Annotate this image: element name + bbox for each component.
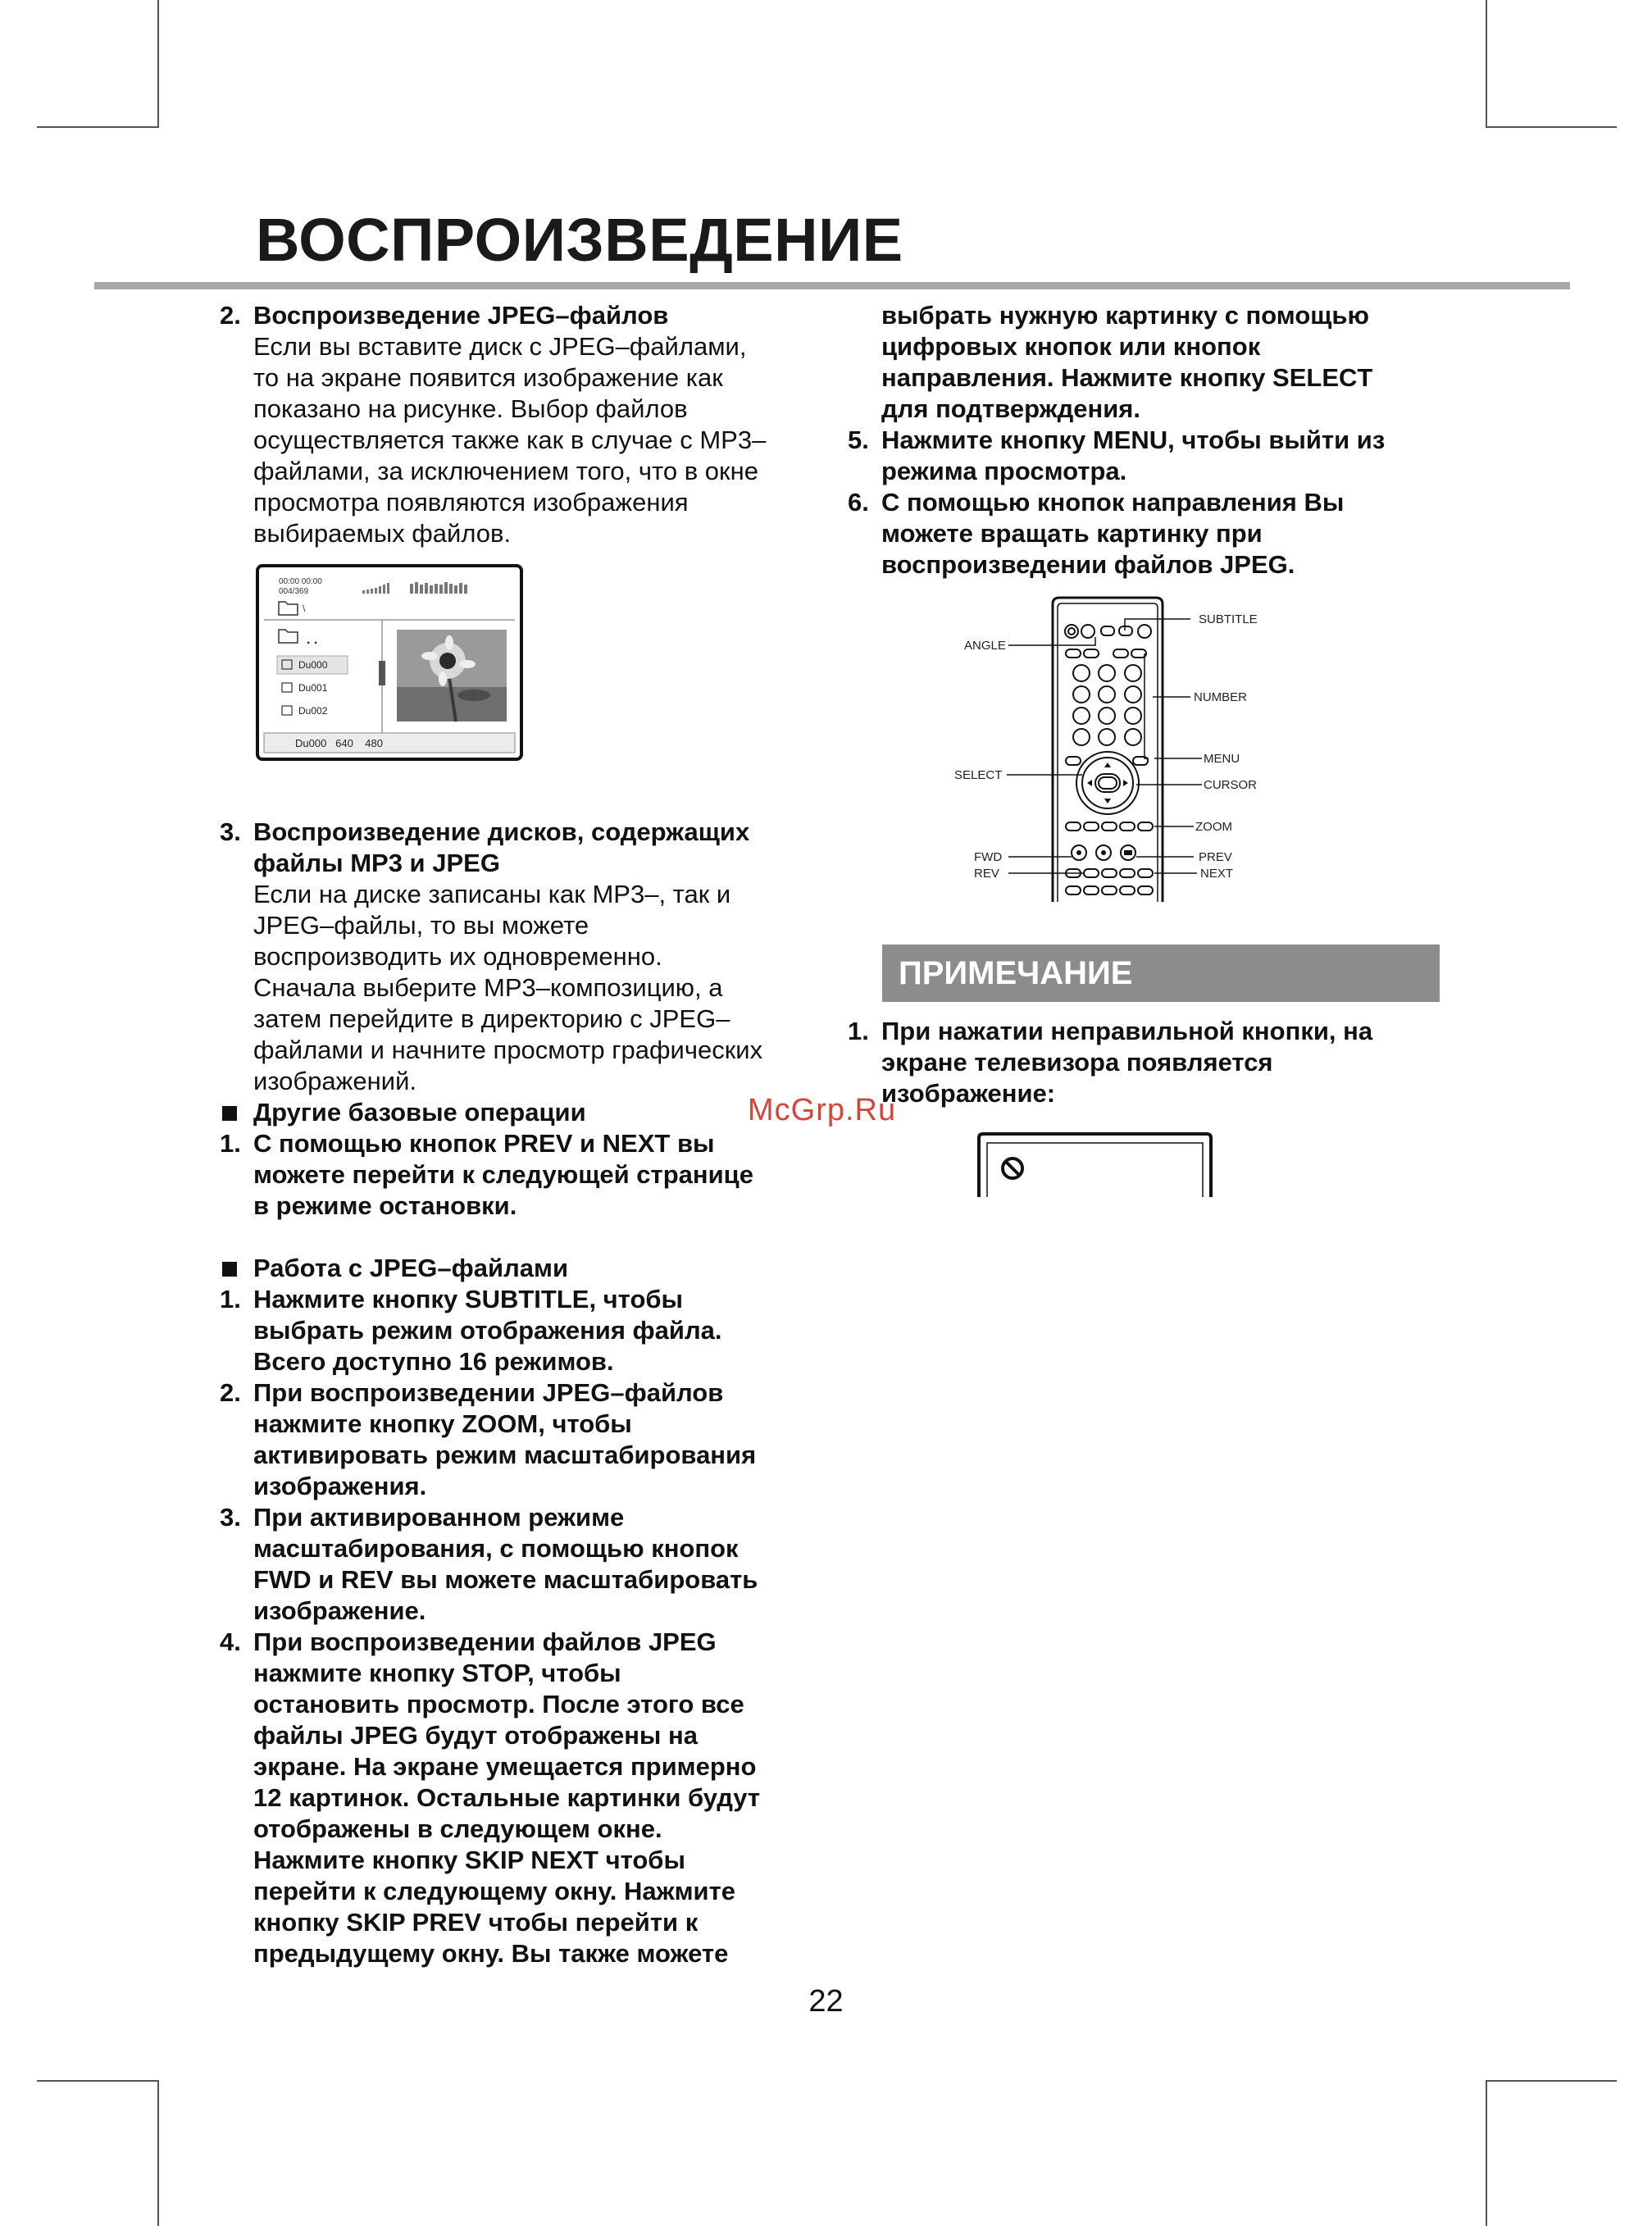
item-line: отображены в следующем окне. <box>253 1814 662 1843</box>
right-item-5 <box>848 425 1454 487</box>
item-line: Нажмите кнопку MENU, чтобы выйти из <box>881 426 1386 454</box>
label-number: NUMBER <box>1194 690 1248 704</box>
item-line: При воспроизведении JPEG–файлов <box>253 1378 724 1407</box>
continuation-line: цифровых кнопок или кнопок <box>881 332 1261 361</box>
crop-mark-bottom-right-v <box>1486 2080 1487 2226</box>
body-line: просмотра появляются изображения <box>253 488 689 517</box>
basic-ops-item-1 <box>220 1128 810 1222</box>
item-line: предыдущему окну. Вы также можете <box>253 1939 729 1968</box>
continuation-line: выбрать нужную картинку с помощью <box>881 301 1369 330</box>
note-header <box>882 945 1440 1002</box>
left-column <box>220 300 810 1969</box>
item-line: нажмите кнопку ZOOM, чтобы <box>253 1409 632 1438</box>
crop-mark-bottom-right-h <box>1486 2080 1617 2082</box>
item-line: можете перейти к следующей странице <box>253 1160 753 1189</box>
crop-mark-top-right-v <box>1486 0 1487 128</box>
item-line: активировать режим масштабирования <box>253 1441 757 1469</box>
item-number: 4. <box>220 1627 241 1656</box>
body-line: JPEG–файлы, то вы можете <box>253 911 589 940</box>
screen-file-2: Du002 <box>298 705 328 717</box>
label-next: NEXT <box>1200 867 1234 881</box>
screen-path: \ <box>303 603 306 614</box>
item-line: При воспроизведении файлов JPEG <box>253 1627 717 1656</box>
crop-mark-bottom-left-h <box>37 2080 158 2082</box>
item-line: При нажатии неправильной кнопки, на <box>881 1017 1373 1045</box>
item-line: нажмите кнопку STOP, чтобы <box>253 1659 621 1687</box>
item-line: перейти к следующему окну. Нажмите <box>253 1877 736 1905</box>
label-select: SELECT <box>954 768 1003 782</box>
jpeg-browser-screen-figure <box>256 564 523 761</box>
screen-status: Du000 640 480 <box>295 737 383 749</box>
basic-ops-heading: Другие базовые операции <box>220 1097 810 1128</box>
body-line: затем перейдите в директорию с JPEG– <box>253 1004 730 1033</box>
jpeg-ops-item-3 <box>220 1502 810 1627</box>
section-heading: Воспроизведение JPEG–файлов <box>253 301 669 330</box>
watermark: McGrp.Ru <box>748 1093 897 1127</box>
screen-file-0: Du000 <box>298 659 328 671</box>
screen-track: 004/369 <box>279 587 309 596</box>
body-line: показано на рисунке. Выбор файлов <box>253 394 688 423</box>
item-line: изображение. <box>253 1596 426 1625</box>
item-line: При активированном режиме <box>253 1503 625 1532</box>
body-line: Если на диске записаны как MP3–, так и <box>253 880 731 908</box>
item-line: в режиме остановки. <box>253 1191 517 1220</box>
jpeg-ops-item-2 <box>220 1377 810 1502</box>
item-number: 5. <box>848 426 869 454</box>
item-number: 1. <box>220 1129 241 1158</box>
body-line: то на экране появится изображение как <box>253 363 723 392</box>
label-angle: ANGLE <box>964 639 1006 653</box>
item-line: масштабирования, с помощью кнопок <box>253 1534 739 1563</box>
section-heading-line: Воспроизведение дисков, содержащих <box>253 817 750 846</box>
continuation-line: направления. Нажмите кнопку SELECT <box>881 363 1373 392</box>
body-line: осуществляется также как в случае с MP3– <box>253 426 767 454</box>
jpeg-section <box>220 300 810 549</box>
remote-control-figure <box>943 594 1287 906</box>
page-number: 22 <box>808 1984 844 2019</box>
label-cursor: CURSOR <box>1204 778 1258 792</box>
item-line: С помощью кнопок направления Вы <box>881 488 1345 517</box>
item-line: режима просмотра. <box>881 457 1127 485</box>
label-zoom: ZOOM <box>1195 820 1232 834</box>
invalid-key-screen-figure <box>976 1131 1222 1197</box>
mixed-section <box>220 817 810 1097</box>
label-menu: MENU <box>1204 752 1240 766</box>
spacer <box>220 1222 810 1253</box>
right-column <box>848 300 1454 580</box>
item-line: экране. На экране умещается примерно <box>253 1752 757 1781</box>
note-body <box>848 1016 1454 1109</box>
screen-parent: . . <box>307 633 318 647</box>
item-line: можете вращать картинку при <box>881 519 1263 548</box>
item-number: 1. <box>848 1017 869 1045</box>
section-number: 3. <box>220 817 241 846</box>
body-line: изображений. <box>253 1067 417 1095</box>
item-line: остановить просмотр. После этого все <box>253 1690 744 1718</box>
item-line: изображение: <box>881 1079 1056 1108</box>
section-number: 2. <box>220 301 241 330</box>
page-title: ВОСПРОИЗВЕДЕНИЕ <box>256 206 903 274</box>
crop-mark-top-left-h <box>37 126 158 128</box>
item-line: кнопку SKIP PREV чтобы перейти к <box>253 1908 699 1937</box>
jpeg-ops-heading: Работа с JPEG–файлами <box>220 1253 810 1284</box>
item-line: выбрать режим отображения файла. <box>253 1316 722 1345</box>
body-line: Сначала выберите MP3–композицию, а <box>253 973 723 1002</box>
item-number: 1. <box>220 1285 241 1313</box>
note-title: ПРИМЕЧАНИЕ <box>899 955 1133 991</box>
item-line: экране телевизора появляется <box>881 1048 1273 1077</box>
right-item-6 <box>848 487 1454 580</box>
body-line: Если вы вставите диск с JPEG–файлами, <box>253 332 747 361</box>
item-line: 12 картинок. Остальные картинки будут <box>253 1783 761 1812</box>
note-item-1 <box>848 1016 1454 1109</box>
jpeg-ops-item-1 <box>220 1284 810 1377</box>
body-line: файлами и начните просмотр графических <box>253 1036 763 1064</box>
label-prev: PREV <box>1199 850 1232 864</box>
title-divider <box>94 282 1570 289</box>
item-line: изображения. <box>253 1472 427 1500</box>
item-line: FWD и REV вы можете масштабировать <box>253 1565 758 1594</box>
item-line: воспроизведении файлов JPEG. <box>881 550 1295 579</box>
body-line: воспроизводить их одновременно. <box>253 942 662 971</box>
label-fwd: FWD <box>974 850 1003 864</box>
item-line: Нажмите кнопку SUBTITLE, чтобы <box>253 1285 684 1313</box>
section-heading-line: файлы MP3 и JPEG <box>253 849 500 877</box>
prohibited-icon <box>1003 1159 1022 1178</box>
item-number: 2. <box>220 1378 241 1407</box>
jpeg-ops-item-4 <box>220 1627 810 1969</box>
screen-file-1: Du001 <box>298 682 328 694</box>
crop-mark-top-left-v <box>157 0 159 128</box>
label-rev: REV <box>974 867 999 881</box>
body-line: файлами, за исключением того, что в окне <box>253 457 758 485</box>
item-line: Всего доступно 16 режимов. <box>253 1347 614 1376</box>
item-line: Нажмите кнопку SKIP NEXT чтобы <box>253 1846 685 1874</box>
flower-photo-preview <box>397 630 507 722</box>
crop-mark-bottom-left-v <box>157 2080 159 2226</box>
item-number: 6. <box>848 488 869 517</box>
item-line: файлы JPEG будут отображены на <box>253 1721 698 1750</box>
body-line: выбираемых файлов. <box>253 519 512 548</box>
item-line: С помощью кнопок PREV и NEXT вы <box>253 1129 715 1158</box>
label-subtitle: SUBTITLE <box>1199 612 1258 626</box>
continuation-line: для подтверждения. <box>881 394 1140 423</box>
screen-time: 00:00 00:00 <box>279 577 322 586</box>
item-number: 3. <box>220 1503 241 1532</box>
crop-mark-top-right-h <box>1486 126 1617 128</box>
